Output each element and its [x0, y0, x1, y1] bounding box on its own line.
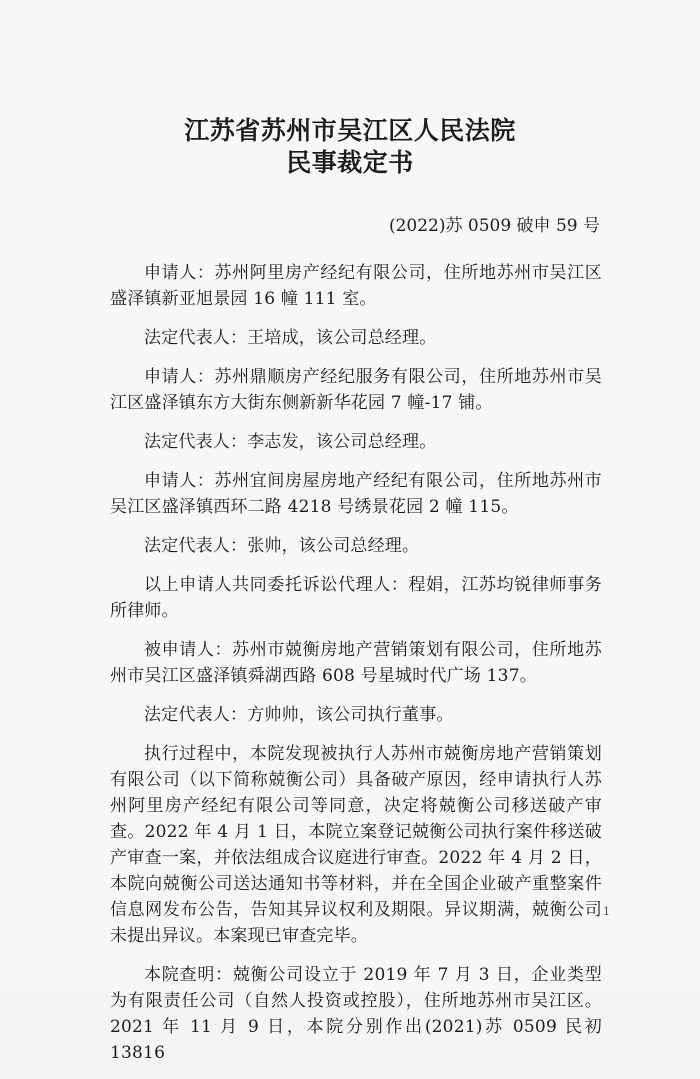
page-number: 1 — [603, 905, 610, 918]
paragraph-procedure: 执行过程中，本院发现被执行人苏州市兢衡房地产营销策划有限公司（以下简称兢衡公司）具备破产原因，经申请执行人苏州阿里房产经纪有限公司等同意，决定将兢衡公司移送破产审查。2022 年 4 月 1 日，本院立案登记兢衡公司执行案件移送破产审查一案，并依法组成合议庭进行审查。2022 年 4 月 2 日，本院向兢衡公司送达通知书等材料，并在全国企业破产重整案件信息网发布公告，告知其异议权利及期限。异议期满，兢衡公司未提出异议。本案现已审查完毕。 — [110, 744, 602, 946]
case-number: (2022)苏 0509 破申 59 号 — [388, 216, 600, 236]
document-header — [0, 115, 700, 179]
paragraph-legal-rep-3: 法定代表人：张帅，该公司总经理。 — [144, 536, 420, 556]
document-body — [110, 260, 602, 1079]
paragraph-findings: 本院查明：兢衡公司设立于 2019 年 7 月 3 日，企业类型为有限责任公司（自然人投资或控股），住所地苏州市吴江区。2021 年 11 月 9 日，本院分别作出(2021)苏 0509 民初 13816 — [110, 965, 602, 1063]
paragraph-applicant-3: 申请人：苏州宜间房屋房地产经纪有限公司，住所地苏州市吴江区盛泽镇西环二路 4218 号绣景花园 2 幢 115。 — [110, 471, 602, 517]
paragraph-respondent: 被申请人：苏州市兢衡房地产营销策划有限公司，住所地苏州市吴江区盛泽镇舜湖西路 608 号星城时代广场 137。 — [110, 640, 602, 686]
paragraph-legal-rep-1: 法定代表人：王培成，该公司总经理。 — [144, 328, 437, 348]
court-name: 江苏省苏州市吴江区人民法院 — [184, 116, 516, 145]
paragraph-agent: 以上申请人共同委托诉讼代理人：程娟，江苏均锐律师事务所律师。 — [110, 575, 602, 621]
paragraph-legal-rep-2: 法定代表人：李志发，该公司总经理。 — [144, 432, 437, 452]
paragraph-applicant-2: 申请人：苏州鼎顺房产经纪服务有限公司，住所地苏州市吴江区盛泽镇东方大街东侧新新华花园 7 幢-17 铺。 — [110, 367, 602, 413]
paragraph-legal-rep-4: 法定代表人：方帅帅，该公司执行董事。 — [144, 705, 454, 725]
document-title: 民事裁定书 — [286, 148, 414, 177]
paragraph-applicant-1: 申请人：苏州阿里房产经纪有限公司，住所地苏州市吴江区盛泽镇新亚旭景园 16 幢 111 室。 — [110, 263, 602, 309]
